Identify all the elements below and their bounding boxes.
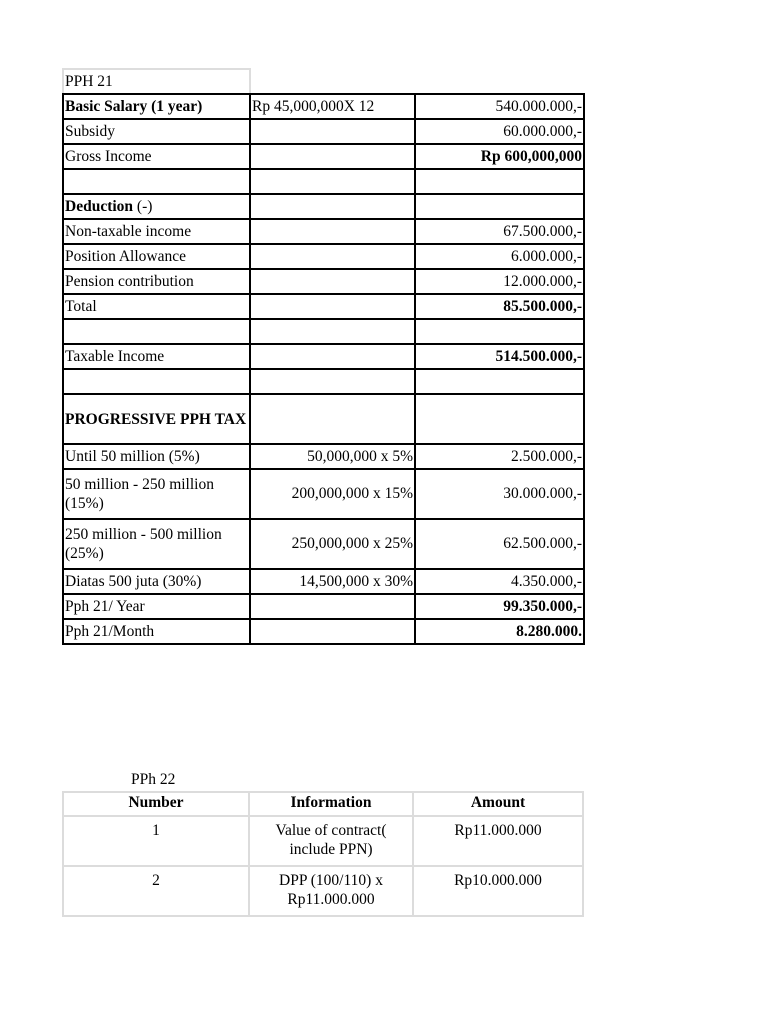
row-mid [250, 269, 415, 294]
row-label: Taxable Income [63, 344, 250, 369]
table-row [63, 594, 584, 619]
table-title-row [63, 69, 584, 94]
table-row-empty [63, 169, 584, 194]
progressive-tax-heading: PROGRESSIVE PPH TAX [63, 394, 250, 444]
row-value: 60.000.000,- [415, 119, 584, 144]
row-mid [250, 619, 415, 644]
table-row [63, 219, 584, 244]
cell-amount: Rp10.000.000 [413, 866, 583, 916]
table-row [63, 519, 584, 569]
table-row [63, 816, 583, 866]
taxable-income-value: 514.500.000,- [415, 344, 584, 369]
row-label: 50 million - 250 million (15%) [63, 469, 250, 519]
row-mid [250, 219, 415, 244]
pph22-title: PPh 22 [131, 771, 176, 788]
row-mid [250, 594, 415, 619]
row-label: Until 50 million (5%) [63, 444, 250, 469]
header-information: Information [249, 792, 413, 816]
table-row [63, 444, 584, 469]
row-value: 4.350.000,- [415, 569, 584, 594]
pph21-year-value: 99.350.000,- [415, 594, 584, 619]
deduction-label: Deduction (-) [63, 194, 250, 219]
table-row [63, 866, 583, 916]
table-row-empty [63, 369, 584, 394]
table-row [63, 294, 584, 319]
cell-number: 1 [63, 816, 249, 866]
row-value: 62.500.000,- [415, 519, 584, 569]
cell-number: 2 [63, 866, 249, 916]
row-mid: 250,000,000 x 25% [250, 519, 415, 569]
table-row [63, 619, 584, 644]
row-label: Total [63, 294, 250, 319]
row-label: Gross Income [63, 144, 250, 169]
table-header-row [63, 792, 583, 816]
header-amount: Amount [413, 792, 583, 816]
table-row [63, 569, 584, 594]
pph22-table [62, 791, 584, 917]
row-value: 2.500.000,- [415, 444, 584, 469]
cell-information: DPP (100/110) x Rp11.000.000 [249, 866, 413, 916]
table-row [63, 469, 584, 519]
cell-information: Value of contract( include PPN) [249, 816, 413, 866]
row-mid [250, 119, 415, 144]
row-label: 250 million - 500 million (25%) [63, 519, 250, 569]
row-mid [250, 244, 415, 269]
total-value: 85.500.000,- [415, 294, 584, 319]
row-mid [250, 144, 415, 169]
cell-amount: Rp11.000.000 [413, 816, 583, 866]
table-row [63, 244, 584, 269]
table-row-empty [63, 319, 584, 344]
row-mid: 14,500,000 x 30% [250, 569, 415, 594]
row-value: 6.000.000,- [415, 244, 584, 269]
row-label: Pph 21/Month [63, 619, 250, 644]
row-mid [250, 294, 415, 319]
row-label: Basic Salary (1 year) [63, 94, 250, 119]
table-row [63, 119, 584, 144]
row-label: Non-taxable income [63, 219, 250, 244]
pph21-month-value: 8.280.000. [415, 619, 584, 644]
table-row [63, 344, 584, 369]
gross-income-value: Rp 600,000,000 [415, 144, 584, 169]
row-label: Position Allowance [63, 244, 250, 269]
row-mid [250, 344, 415, 369]
table-row [63, 144, 584, 169]
row-label: Pension contribution [63, 269, 250, 294]
row-value: 67.500.000,- [415, 219, 584, 244]
row-mid: 50,000,000 x 5% [250, 444, 415, 469]
row-label: Pph 21/ Year [63, 594, 250, 619]
table-row [63, 94, 584, 119]
row-value: 540.000.000,- [415, 94, 584, 119]
table-row [63, 269, 584, 294]
pph21-title: PPH 21 [63, 69, 250, 94]
header-number: Number [63, 792, 249, 816]
row-mid: Rp 45,000,000X 12 [250, 94, 415, 119]
row-mid: 200,000,000 x 15% [250, 469, 415, 519]
row-value: 12.000.000,- [415, 269, 584, 294]
table-row [63, 394, 584, 444]
row-label: Diatas 500 juta (30%) [63, 569, 250, 594]
row-value: 30.000.000,- [415, 469, 584, 519]
row-label: Subsidy [63, 119, 250, 144]
table-row [63, 194, 584, 219]
pph21-table [62, 68, 585, 645]
